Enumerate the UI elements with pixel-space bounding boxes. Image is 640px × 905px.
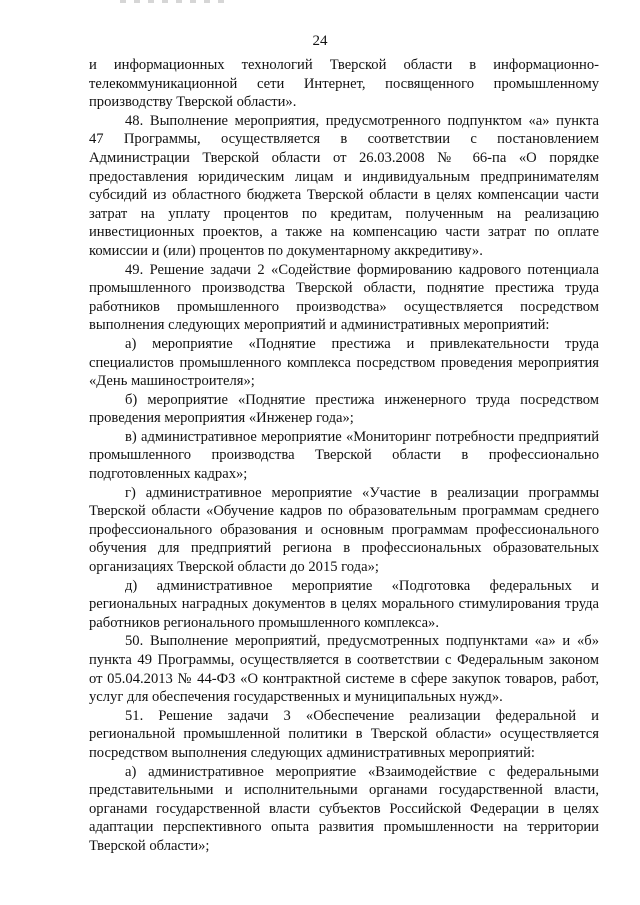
paragraph-51: 51. Решение задачи 3 «Обеспечение реализации федеральной и региональной промышленной политики в Тверской области» осуществляется посредством выполнения следующих административных мероприятий: bbox=[89, 707, 599, 761]
page-number: 24 bbox=[312, 33, 328, 49]
list-item-49-b: б) мероприятие «Поднятие престижа инженерного труда посредством проведения мероприятия «Инженер года»; bbox=[89, 391, 599, 427]
list-item-49-d: д) административное мероприятие «Подготовка федеральных и региональных наградных документов в целях морального стимулирования труда работников регионального промышленного комплекса». bbox=[89, 577, 599, 631]
paragraph-50: 50. Выполнение мероприятий, предусмотренных подпунктами «а» и «б» пункта 49 Программы, осуществляется в соответствии с Федеральным законом от 05.04.2013 № 44-ФЗ «О контрактной системе в сфере закупок товаров, работ, услуг для обеспечения государственных и муниципальных нужд». bbox=[89, 633, 599, 706]
paragraph-continuation: и информационных технологий Тверской области в информационно-телекоммуникационной сети Интернет, посвященного промышленному производству Тверской области». bbox=[89, 57, 599, 111]
list-item-51-a: а) административное мероприятие «Взаимодействие с федеральными представительными и исполнительными органами государственной власти, органами государственной власти субъектов Российской Федерации в целях адаптации перспективного опыта развития промышленности на территории Тверской области»; bbox=[89, 763, 599, 854]
paragraph-48: 48. Выполнение мероприятия, предусмотренного подпунктом «а» пункта 47 Программы, осуществляется в соответствии с постановлением Администрации Тверской области от 26.03.2008 № 66-па «О порядке предоставления юридическим лицам и индивидуальным предпринимателям субсидий из областного бюджета Тверской области в целях компенсации части затрат на уплату процентов по кредитам, полученным на реализацию инвестиционных проектов, а также на компенсацию части затрат по оплате комиссии и (или) процентов по документарному аккредитиву». bbox=[89, 112, 599, 259]
list-item-49-v: в) административное мероприятие «Мониторинг потребности предприятий промышленного производства Тверской области в профессионально подготовленных кадрах»; bbox=[89, 428, 599, 483]
list-item-49-g: г) административное мероприятие «Участие в реализации программы Тверской области «Обучение кадров по образовательным программам среднего профессионального образования и основным программам профессионального обучения для предприятий региона в профессиональных образовательных организациях Тверской области до 2015 года»; bbox=[89, 484, 599, 576]
paragraph-49: 49. Решение задачи 2 «Содействие формированию кадрового потенциала промышленного производства Тверской области, поднятие престижа труда работников промышленного производства» осуществляется посредством выполнения следующих мероприятий и административных мероприятий: bbox=[89, 261, 599, 334]
scan-artifact bbox=[120, 0, 230, 3]
document-body bbox=[89, 56, 599, 856]
list-item-49-a: а) мероприятие «Поднятие престижа и привлекательности труда специалистов промышленного комплекса посредством проведения мероприятия «День машиностроителя»; bbox=[89, 335, 599, 390]
